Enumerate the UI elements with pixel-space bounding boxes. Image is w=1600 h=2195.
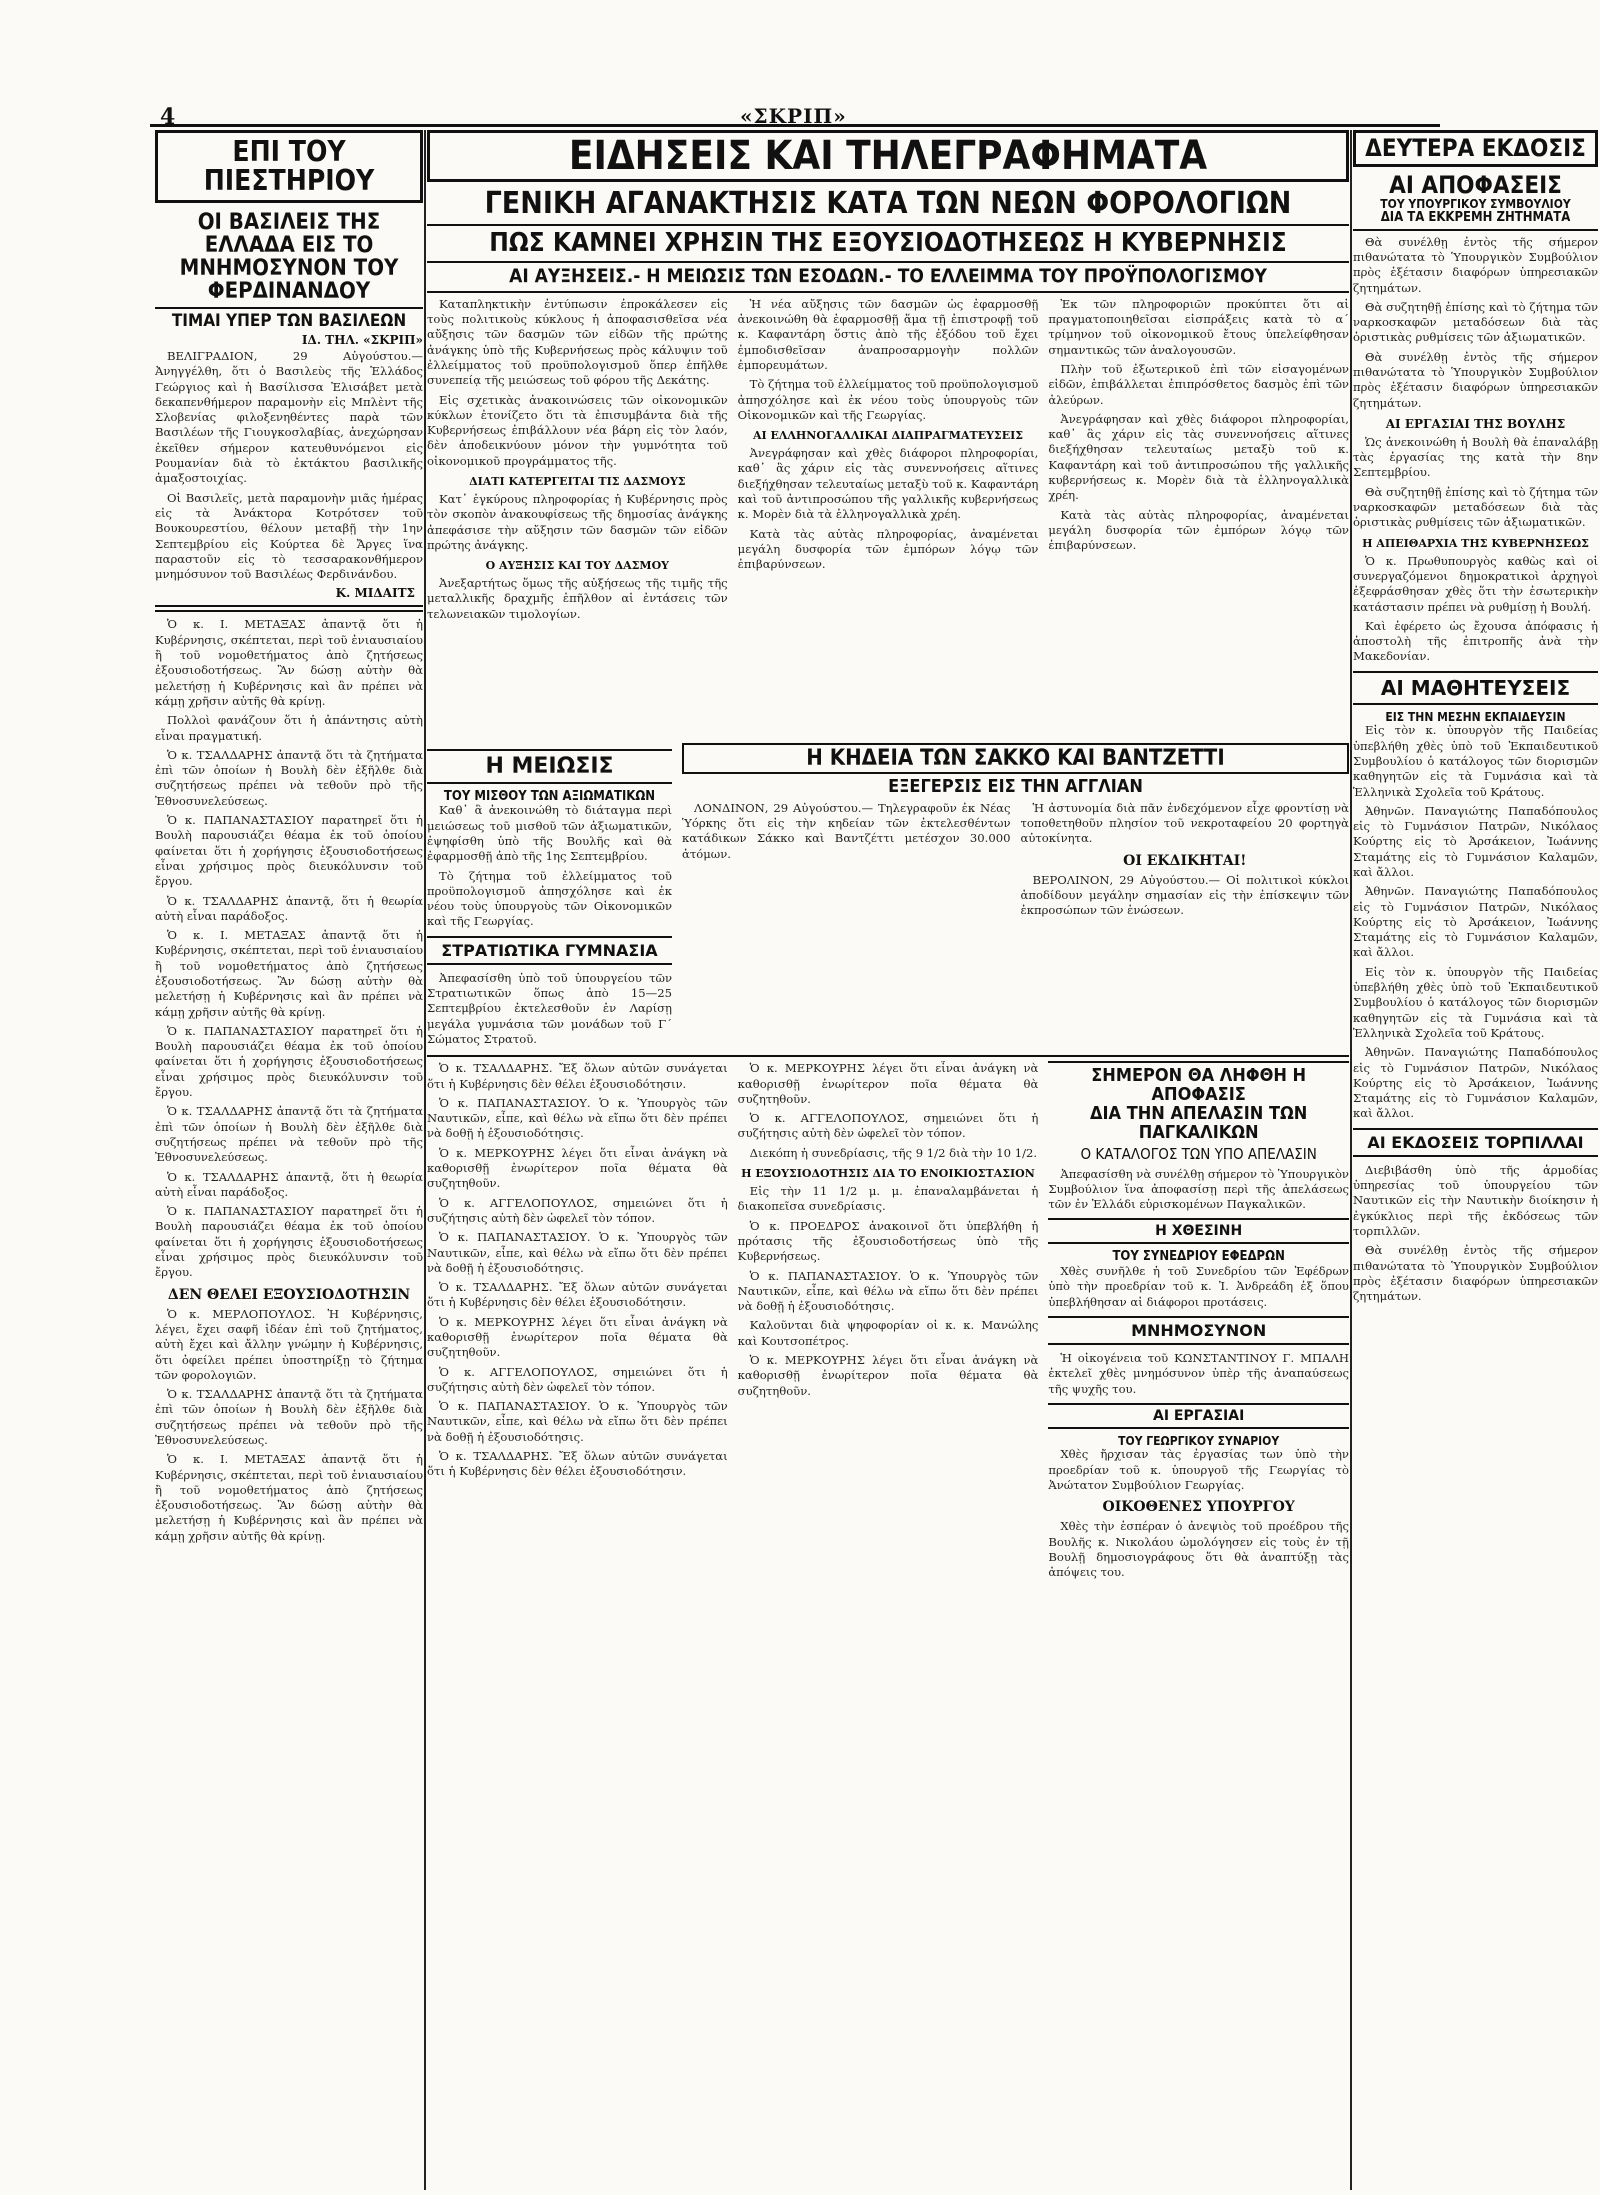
paragraph: Ἡ ἀστυνομία διὰ πᾶν ἐνδεχόμενον εἶχε φροντίσῃ νὰ τοποθετηθοῦν πλησίον τοῦ νεκροταφείου 20 φορτηγὰ αὐτοκίνητα. — [1020, 800, 1349, 846]
middle-band — [427, 743, 1349, 1052]
paragraph: Ὁ κ. ΜΕΡΚΟΥΡΗΣ λέγει ὅτι εἶναι ἀνάγκη νὰ καθορισθῇ ἐνωρίτερον ποῖα θέματα θὰ συζητηθοῦν. — [427, 1314, 728, 1360]
paragraph: Εἰς τὸν κ. ὑπουργὸν τῆς Παιδείας ὑπεβλήθη χθὲς ὑπὸ τοῦ Ἐκπαιδευτικοῦ Συμβουλίου ὁ κατάλογος τῶν διορισμῶν καθηγητῶν εἰς τὰ Γυμνάσια καὶ τὰ Ἑλληνικὰ Σχολεῖα τοῦ Κράτους. — [1353, 723, 1598, 799]
paragraph: Ἀπεφασίσθη ὑπὸ τοῦ ὑπουργείου τῶν Στρατιωτικῶν ὅπως ἀπὸ 15—25 Σεπτεμβρίου ἐκτελεσθοῦν ἐν Λαρίσῃ μεγάλα γυμνάσια τῶν μονάδων τοῦ Γ΄ Σώματος Στρατοῦ. — [427, 970, 672, 1046]
article-column — [682, 743, 1349, 1052]
divider — [427, 261, 1349, 263]
paragraph: Ὁ κ. Ι. ΜΕΤΑΞΑΣ ἀπαντᾷ ὅτι ἡ Κυβέρνησις, σκέπτεται, περὶ τοῦ ἐνιαυσιαίου ἢ τοῦ νομοθετήματος ἀπὸ ζητήσεως ἐξουσιοδοτήσεως. Ἂν δώσῃ αὐτὴν θὰ μελετήσῃ ἡ Κυβέρνησις καὶ ἂν πρέπει νὰ κάμῃ χρῆσιν αὐτῆς θὰ κρίνῃ. — [155, 1452, 423, 1543]
paragraph: Ὁ κ. ΑΓΓΕΛΟΠΟΥΛΟΣ, σημειώνει ὅτι ἡ συζήτησις αὐτὴ δὲν ὠφελεῖ τὸν τόπον. — [737, 1111, 1039, 1141]
paragraph: Θὰ συζητηθῇ ἐπίσης καὶ τὸ ζήτημα τῶν ναρκοσκαφῶν μεταδόσεων διὰ τὰς ὁριστικὰς ρυθμίσεις τῶν ἀξιωματικῶν. — [1353, 484, 1598, 530]
paragraph: Ὁ κ. ΤΣΑΛΔΑΡΗΣ ἀπαντᾷ ὅτι τὰ ζητήματα ἐπὶ τῶν ὁποίων ἡ Βουλὴ δὲν ἐξῆλθε διὰ συζητήσεως πρέπει νὰ τεθοῦν πρὸ τῆς Ἐθνοσυνελεύσεως. — [155, 747, 423, 808]
paragraph: Διεβιβάσθη ὑπὸ τῆς ἁρμοδίας ὑπηρεσίας τοῦ ὑπουργείου τῶν Ναυτικῶν εἰς τὴν Ναυτικὴν διοίκησιν ἡ ἐγκύκλιος περὶ τῆς ἐκδόσεως τῶν τορπιλλῶν. — [1353, 1162, 1598, 1238]
subheadline: ΕΞΕΓΕΡΣΙΣ ΕΙΣ ΤΗΝ ΑΓΓΛΙΑΝ — [888, 775, 1143, 797]
paragraph: Ὁ κ. ΑΓΓΕΛΟΠΟΥΛΟΣ, σημειώνει ὅτι ἡ συζήτησις αὐτὴ δὲν ὠφελεῖ τὸν τόπον. — [427, 1195, 728, 1225]
paragraph: Ὁ κ. ΤΣΑΛΔΑΡΗΣ ἀπαντᾷ ὅτι τὰ ζητήματα ἐπὶ τῶν ὁποίων ἡ Βουλὴ δὲν ἐξῆλθε διὰ συζητήσεως πρέπει νὰ τεθοῦν πρὸ τῆς Ἐθνοσυνελεύσεως. — [155, 1104, 423, 1165]
subheadline: Ο ΚΑΤΑΛΟΓΟΣ ΤΩΝ ΥΠΟ ΑΠΕΛΑΣΙΝ — [1080, 1144, 1317, 1163]
paragraph: Ὁ κ. ΤΣΑΛΔΑΡΗΣ. Ἔξ ὅλων αὐτῶν συνάγεται ὅτι ἡ Κυβέρνησις δὲν θέλει ἐξουσιοδότησιν. — [427, 1280, 728, 1310]
paragraph: Ὁ κ. Πρωθυπουργὸς καθὼς καὶ οἱ συνεργαζόμενοι δημοκρατικοὶ ἀρχηγοὶ ἐξεφράσθησαν χθὲς ὅτι τὴν ἐσωτερικὴν κατάστασιν πρέπει νὰ ρυθμίσῃ ἡ Βουλή. — [1353, 553, 1598, 614]
paragraph: Κατ᾿ ἐγκύρους πληροφορίας ἡ Κυβέρνησις πρὸς τὸν σκοπὸν ἀνακουφίσεως τῆς δημοσίας ἀνάγκης ἀπεφάσισε τὴν αὔξησιν τῶν δασμῶν τῶν εἰδῶν πρώτης ἀνάγκης. — [427, 492, 728, 552]
paragraph: Ὁ κ. ΑΓΓΕΛΟΠΟΥΛΟΣ, σημειώνει ὅτι ἡ συζήτησις αὐτὴ δὲν ὠφελεῖ τὸν τόπον. — [427, 1364, 728, 1394]
subheading: ΟΙΚΟΘΕΝΕΣ ΥΠΟΥΡΓΟΥ — [1102, 1499, 1295, 1516]
subheadline: ΤΟΥ ΓΕΩΡΓΙΚΟΥ ΣΥΝΑΡΙΟΥ — [1118, 1433, 1280, 1448]
subheading: ΔΕΝ ΘΕΛΕΙ ΕΞΟΥΣΙΟΔΟΤΗΣΙΝ — [167, 1286, 411, 1303]
paragraph: Χθὲς ἤρχισαν τὰς ἐργασίας των ὑπὸ τὴν προεδρίαν τοῦ κ. ὑπουργοῦ τῆς Γεωργίας τὸ Ἀνώτατον Συμβούλιον Γεωργίας. — [1048, 1447, 1349, 1493]
paragraph: Ὁ κ. Ι. ΜΕΤΑΞΑΣ ἀπαντᾷ ὅτι ἡ Κυβέρνησις, σκέπτεται, περὶ τοῦ ἐνιαυσιαίου ἢ τοῦ νομοθετήματος ἀπὸ ζητήσεως ἐξουσιοδοτήσεως. Ἂν δώσῃ αὐτὴν θὰ μελετήσῃ ἡ Κυβέρνησις καὶ ἂν πρέπει νὰ κάμῃ χρῆσιν αὐτῆς θὰ κρίνῃ. — [155, 928, 423, 1019]
article-column — [427, 743, 672, 1052]
center-column — [427, 130, 1349, 2190]
headline: ΣΤΡΑΤΙΩΤΙΚΑ ΓΥΜΝΑΣΙΑ — [427, 936, 672, 965]
paragraph: Ἀνεγράφησαν καὶ χθὲς διάφοροι πληροφορίαι, καθ᾿ ἃς χάριν εἰς τὰς συνεννοήσεις αἵτινες διεξήχθησαν τελευταίως μεταξὺ τοῦ κ. Καφαντάρη καὶ τοῦ ἀντιπροσώπου τῆς γαλλικῆς κυβερνήσεως κ. Μορὲν διὰ τὰ ἑλληνογαλλικὰ χρέη. — [1048, 411, 1349, 503]
headline: ΑΙ ΜΑΘΗΤΕΥΣΕΙΣ — [1353, 671, 1598, 705]
headline: ΑΙ ΕΡΓΑΣΙΑΙ — [1048, 1403, 1349, 1429]
paragraph: Κατὰ τὰς αὐτὰς πληροφορίας, ἀναμένεται μεγάλη δυσφορία τῶν ἐμπόρων λόγῳ τῶν ἐπιβαρύνσεων. — [737, 526, 1039, 572]
paragraph: Ἀθηνῶν. Παναγιώτης Παπαδόπουλος εἰς τὸ Γυμνάσιον Πατρῶν, Νικόλαος Κούρτης εἰς τὸ Ἀρσάκειον, Ἰωάννης Σταμάτης εἰς τὸ Γυμνάσιον Καλαμῶν, καὶ ἄλλοι. — [1353, 884, 1598, 960]
subheadline: ΤΟΥ ΥΠΟΥΡΓΙΚΟΥ ΣΥΜΒΟΥΛΙΟΥ — [1380, 197, 1571, 212]
left-column — [155, 130, 423, 2190]
paragraph: Ὁ κ. ΜΕΡΚΟΥΡΗΣ λέγει ὅτι εἶναι ἀνάγκη νὰ καθορισθῇ ἐνωρίτερον ποῖα θέματα θὰ συζητηθοῦν. — [737, 1061, 1039, 1106]
lower-band — [427, 1061, 1349, 2001]
paragraph: Ἀνεξαρτήτως ὅμως τῆς αὐξήσεως τῆς τιμῆς τῆς μεταλλικῆς δραχμῆς ἐπῆλθον αἱ ἐντάσεις τῶν τελωνειακῶν τιμολογίων. — [427, 576, 728, 621]
paragraph: Ὁ κ. ΜΕΡΛΟΠΟΥΛΟΣ. Ἡ Κυβέρνησις, λέγει, ἔχει σαφῆ ἰδέαν ἐπὶ τοῦ ζητήματος, αὐτὴ ἔχει καὶ ἄλλην γνώμην ἡ Κυβέρνησις, ὅτι ὀφείλει πρέπει ὑποστηρίξῃ τὸ ζήτημα τῶν φορολογιῶν. — [155, 1306, 423, 1382]
paragraph: Διεκόπη ἡ συνεδρίασις, τῆς 9 1/2 διὰ τὴν 10 1/2. — [749, 1145, 1038, 1160]
paragraph: Ἐκ τῶν πληροφοριῶν προκύπτει ὅτι αἱ πραγματοποιηθεῖσαι εἰσπράξεις κατὰ τὸ α΄ τρίμηνον τοῦ οἰκονομικοῦ ἔτους ὑπελείφθησαν σημαντικῶς τῶν ἀναλογουσῶν. — [1048, 296, 1349, 357]
article-columns — [427, 297, 1349, 737]
subheading: Ο ΑΥΞΗΣΙΣ ΚΑΙ ΤΟΥ ΔΑΣΜΟΥ — [485, 559, 670, 573]
subheading: ΑΙ ΕΡΓΑΣΙΑΙ ΤΗΣ ΒΟΥΛΗΣ — [1385, 416, 1566, 431]
divider — [155, 307, 423, 309]
paragraph: Καλοῦνται διὰ ψηφοφορίαν οἱ κ. κ. Μανώλης καὶ Κουτσοπέτρος. — [737, 1318, 1039, 1348]
right-column — [1353, 130, 1598, 2190]
paragraph: Εἰς σχετικὰς ἀνακοινώσεις τῶν οἰκονομικῶν κύκλων ἐτονίζετο ὅτι τὰ ἐπισυμβάντα διὰ τῆς Κυβερνήσεως ἐπιβάλλουν νέα βάρη εἰς τὸν λαόν, δὲν ἀποδεικνύουν μόνον τὴν γυμνότητα τοῦ οἰκονομικοῦ προγράμματος τῆς. — [427, 392, 728, 468]
subheadline: ΤΟΥ ΣΥΝΕΔΡΙΟΥ ΕΦΕΔΡΩΝ — [1112, 1249, 1285, 1265]
paragraph: Τὸ ζήτημα τοῦ ἐλλείμματος τοῦ προϋπολογισμοῦ ἀπησχόλησε καὶ ἐκ νέου τοὺς ὑπουργοὺς τῶν Οἰκονομικῶν καὶ τῆς Γεωργίας. — [737, 377, 1039, 422]
article-headline: ΟΙ ΒΑΣΙΛΕΙΣ ΤΗΣ ΕΛΛΑΔΑ ΕΙΣ ΤΟ ΜΝΗΜΟΣΥΝΟΝ ΤΟΥ ΦΕΡΔΙΝΑΝΔΟΥ — [179, 209, 399, 305]
subheadline: ΑΙ ΑΥΞΗΣΕΙΣ.- Η ΜΕΙΩΣΙΣ ΤΩΝ ΕΣΟΔΩΝ.- ΤΟ ΕΛΛΕΙΜΜΑ ΤΟΥ ΠΡΟΫΠΟΛΟΓΙΣΜΟΥ — [509, 264, 1267, 287]
paragraph: Ὁ κ. ΠΑΠΑΝΑΣΤΑΣΙΟΥ. Ὁ κ. Ὑπουργὸς τῶν Ναυτικῶν, εἶπε, καὶ θέλω νὰ εἴπω ὅτι δὲν πρέπει νὰ δοθῇ ἡ ἐξουσιοδότησις. — [427, 1230, 728, 1275]
paragraph: Ὁ κ. ΤΣΑΛΔΑΡΗΣ ἀπαντᾷ, ὅτι ἡ θεωρία αὐτὴ εἶναι παράδοξος. — [155, 1169, 423, 1199]
headline: ΑΙ ΑΠΟΦΑΣΕΙΣ — [1389, 171, 1562, 200]
page-number: 4 — [160, 104, 176, 130]
paragraph: Ὁ κ. ΠΡΟΕΔΡΟΣ ἀνακοινοῖ ὅτι ὑπεβλήθη ἡ πρότασις τῆς ἐξουσιοδοτήσεως ὑπὸ τῆς Κυβερνήσεως. — [737, 1218, 1039, 1264]
paragraph: Οἱ Βασιλεῖς, μετὰ παραμονὴν μιᾶς ἡμέρας εἰς τὰ Ἀνάκτορα Κοτρότσεν τοῦ Βουκουρεστίου, θέλουν μεταβῇ τὴν 1ην Σεπτεμβρίου εἰς Κούρτεα δὲ Ἄργες ἵνα παραστοῦν εἰς τὸ τεσσαρακονθήμερον μνημόσυνον τοῦ Βασιλέως Φερδινάνδου. — [155, 490, 423, 582]
section-heading: ΔΕΥΤΕΡΑ ΕΚΔΟΣΙΣ — [1353, 130, 1598, 167]
paragraph: ΒΕΡΟΛΙΝΟΝ, 29 Αὐγούστου.— Οἱ πολιτικοὶ κύκλοι ἀποδίδουν μεγάλην σημασίαν εἰς τὴν ἐπίσκεψιν τῶν ἐκπροσώπων τῶν ἑνώσεων. — [1020, 872, 1349, 918]
article-column — [427, 297, 728, 737]
headline: ΔΙΑ ΤΗΝ ΑΠΕΛΑΣΙΝ ΤΩΝ ΠΑΓΚΑΛΙΚΩΝ — [1089, 1103, 1308, 1143]
article-column — [1048, 1061, 1349, 2001]
dateline: ΙΔ. ΤΗΛ. «ΣΚΡΙΠ» — [301, 333, 423, 347]
paragraph: ΒΕΛΙΓΡΑΔΙΟΝ, 29 Αὐγούστου.— Ἀνηγγέλθη, ὅτι ὁ Βασιλεὺς τῆς Ἑλλάδος Γεώργιος καὶ ἡ Βασίλισσα Ἐλισάβετ μετὰ δεκαπενθήμερον παραμονὴν εἰς Μπλὲντ τῆς Σλοβενίας φιλοξενηθέντες παρὰ τῶν Βασιλέων τῆς Γιουγκοσλαβίας, ἀνεχώρησαν ἐκεῖθεν σήμερον κατευθυνόμενοι εἰς Ρουμανίαν διὰ τὸ ἐκτάκτου βασιλικῆς ἀμαξοστοιχίας. — [155, 349, 423, 486]
column-divider — [1350, 130, 1352, 2190]
paragraph: Θὰ συνέλθῃ ἐντὸς τῆς σήμερον πιθανώτατα τὸ Ὑπουργικὸν Συμβούλιον πρὸς ἐξέτασιν διαφόρων ὑπηρεσιακῶν ζητημάτων. — [1353, 349, 1598, 410]
divider — [427, 291, 1349, 293]
subheading: ΟΙ ΕΚΔΙΚΗΤΑΙ! — [1123, 852, 1247, 869]
paragraph: Καταπληκτικὴν ἐντύπωσιν ἐπροκάλεσεν εἰς τοὺς πολιτικοὺς κύκλους ἡ ἀποφασισθεῖσα νέα αὔξησις τῶν δασμῶν τῶν εἰδῶν τῆς πρώτης ἀνάγκης ὑπὸ τῆς Κυβερνήσεως πρὸς κάλυψιν τοῦ ἐλλείμματος τοῦ προϋπολογισμοῦ ὅπερ ἐπῆλθε συνεπείᾳ τῆς μειώσεως τοῦ φόρου τῆς Δεκάτης. — [427, 296, 728, 388]
paragraph: Ἀθηνῶν. Παναγιώτης Παπαδόπουλος εἰς τὸ Γυμνάσιον Πατρῶν, Νικόλαος Κούρτης εἰς τὸ Ἀρσάκειον, Ἰωάννης Σταμάτης εἰς τὸ Γυμνάσιον Καλαμῶν, καὶ ἄλλοι. — [1353, 803, 1598, 879]
article-subheadline: ΤΙΜΑΙ ΥΠΕΡ ΤΩΝ ΒΑΣΙΛΕΩΝ — [171, 311, 407, 332]
subheading: Η ΑΠΕΙΘΑΡΧΙΑ ΤΗΣ ΚΥΒΕΡΝΗΣΕΩΣ — [1362, 536, 1589, 550]
paragraph: Ὁ κ. ΠΑΠΑΝΑΣΤΑΣΙΟΥ. Ὁ κ. Ὑπουργὸς τῶν Ναυτικῶν, εἶπε, καὶ θέλω νὰ εἴπω ὅτι δὲν πρέπει νὰ δοθῇ ἡ ἐξουσιοδότησις. — [427, 1399, 728, 1444]
paragraph: Εἰς τὴν 11 1/2 μ. μ. ἐπαναλαμβάνεται ἡ διακοπεῖσα συνεδρίασις. — [737, 1184, 1039, 1214]
paragraph: Καθ᾿ ἃ ἀνεκοινώθη τὸ διάταγμα περὶ μειώσεως τοῦ μισθοῦ τῶν ἀξιωματικῶν, ἐψηφίσθη ὑπὸ τῆς Βουλῆς καὶ θὰ ἐφαρμοσθῇ ἀπὸ τῆς 1ης Σεπτεμβρίου. — [427, 803, 672, 864]
paragraph: Πλὴν τοῦ ἐξωτερικοῦ ἐπὶ τῶν εἰσαγομένων εἰδῶν, ἐπιβάλλεται ἐπιπρόσθετος δασμὸς ἐπὶ τῶν ἀλεύρων. — [1048, 361, 1349, 407]
subheading: Η ΕΞΟΥΣΙΟΔΟΤΗΣΙΣ ΔΙΑ ΤΟ ΕΝΟΙΚΙΟΣΤΑΣΙΟΝ — [741, 1167, 1035, 1181]
paragraph: Ὁ κ. Ι. ΜΕΤΑΞΑΣ ἀπαντᾷ ὅτι ἡ Κυβέρνησις, σκέπτεται, περὶ τοῦ ἐνιαυσιαίου ἢ τοῦ νομοθετήματος ἀπὸ ζητήσεως ἐξουσιοδοτήσεως. Ἂν δώσῃ αὐτὴν θὰ μελετήσῃ ἡ Κυβέρνησις καὶ ἂν πρέπει νὰ κάμῃ χρῆσιν αὐτῆς θὰ κρίνῃ. — [155, 617, 423, 708]
headline: ΜΝΗΜΟΣΥΝΟΝ — [1048, 1316, 1349, 1345]
paragraph: Καὶ ἐφέρετο ὡς ἔχουσα ἀπόφασις ἡ ἀποστολὴ τῆς ἐπιτροπῆς ἀνὰ τὴν Μακεδονίαν. — [1353, 618, 1598, 664]
paragraph: Ὁ κ. ΠΑΠΑΝΑΣΤΑΣΙΟΥ. Ὁ κ. Ὑπουργὸς τῶν Ναυτικῶν, εἶπε, καὶ θέλω νὰ εἴπω ὅτι δὲν πρέπει νὰ δοθῇ ἡ ἐξουσιοδότησις. — [427, 1095, 728, 1141]
paragraph: Τὸ ζήτημα τοῦ ἐλλείμματος τοῦ προϋπολογισμοῦ ἀπησχόλησε καὶ ἐκ νέου τοὺς ὑπουργοὺς τῶν Οἰκονομικῶν καὶ τῆς Γεωργίας. — [427, 868, 672, 929]
paragraph: Ὁ κ. ΜΕΡΚΟΥΡΗΣ λέγει ὅτι εἶναι ἀνάγκη νὰ καθορισθῇ ἐνωρίτερον ποῖα θέματα θὰ συζητηθοῦν. — [737, 1352, 1039, 1398]
divider — [155, 605, 423, 612]
article-columns — [682, 801, 1349, 923]
headline: ΑΙ ΕΚΔΟΣΕΙΣ ΤΟΡΠΙΛΛΑΙ — [1353, 1128, 1598, 1157]
paragraph: Ὁ κ. ΠΑΠΑΝΑΣΤΑΣΙΟΥ. Ὁ κ. Ὑπουργὸς τῶν Ναυτικῶν, εἶπε, καὶ θέλω νὰ εἴπω ὅτι δὲν πρέπει νὰ δοθῇ ἡ ἐξουσιοδότησις. — [737, 1268, 1039, 1314]
paragraph: Θὰ συζητηθῇ ἐπίσης καὶ τὸ ζήτημα τῶν ναρκοσκαφῶν μεταδόσεων διὰ τὰς ὁριστικὰς ρυθμίσεις τῶν ἀξιωματικῶν. — [1353, 299, 1598, 345]
paragraph: Χθὲς τὴν ἑσπέραν ὁ ἀνεψιὸς τοῦ προέδρου τῆς Βουλῆς κ. Νικολάου ὡμολόγησεν εἰς τοὺς ἐν τῇ Βουλῇ δημοσιογράφους ὅτι θὰ ἀναπτύξῃ τὰς ἀπόψεις του. — [1048, 1519, 1349, 1580]
subheadline: ΔΙΑ ΤΑ ΕΚΚΡΕΜΗ ΖΗΤΗΜΑΤΑ — [1380, 209, 1571, 225]
headline: ΠΩΣ ΚΑΜΝΕΙ ΧΡΗΣΙΝ ΤΗΣ ΕΞΟΥΣΙΟΔΟΤΗΣΕΩΣ Η ΚΥΒΕΡΝΗΣΙΣ — [489, 227, 1287, 258]
divider — [427, 224, 1349, 226]
subheading: ΔΙΑΤΙ ΚΑΤΕΡΓΕΙΤΑΙ ΤΙΣ ΔΑΣΜΟΥΣ — [469, 475, 686, 488]
paragraph: Πολλοὶ φανάζουν ὅτι ἡ ἀπάντησις αὐτὴ εἶναι πραγματική. — [155, 713, 423, 743]
subheadline: ΤΟΥ ΜΙΣΘΟΥ ΤΩΝ ΑΞΙΩΜΑΤΙΚΩΝ — [443, 788, 656, 804]
paragraph: Θὰ συνέλθῃ ἐντὸς τῆς σήμερον πιθανώτατα τὸ Ὑπουργικὸν Συμβούλιον πρὸς ἐξέτασιν διαφόρων ὑπηρεσιακῶν ζητημάτων. — [1353, 1243, 1598, 1304]
signature: Κ. ΜΙΔΑΙΤΣ — [335, 586, 415, 601]
article-column — [427, 1061, 728, 2001]
main-banner: ΕΙΔΗΣΕΙΣ ΚΑΙ ΤΗΛΕΓΡΑΦΗΜΑΤΑ — [427, 130, 1349, 182]
paragraph: Ὁ κ. ΤΣΑΛΔΑΡΗΣ ἀπαντᾷ, ὅτι ἡ θεωρία αὐτὴ εἶναι παράδοξος. — [155, 893, 423, 923]
paragraph: Ἀθηνῶν. Παναγιώτης Παπαδόπουλος εἰς τὸ Γυμνάσιον Πατρῶν, Νικόλαος Κούρτης εἰς τὸ Ἀρσάκειον, Ἰωάννης Σταμάτης εἰς τὸ Γυμνάσιον Καλαμῶν, καὶ ἄλλοι. — [1353, 1045, 1598, 1121]
paragraph: Ὁ κ. ΠΑΠΑΝΑΣΤΑΣΙΟΥ παρατηρεῖ ὅτι ἡ Βουλὴ παρουσιάζει θέαμα ἐκ τοῦ ὁποίου φαίνεται ὅτι ἡ χορήγησις ἐξουσιοδοτήσεως εἶναι χρήσιμος πρὸς διευκόλυνσιν τοῦ ἔργου. — [155, 813, 423, 889]
paragraph: Ὁ κ. ΤΣΑΛΔΑΡΗΣ. Ἔξ ὅλων αὐτῶν συνάγεται ὅτι ἡ Κυβέρνησις δὲν θέλει ἐξουσιοδότησιν. — [427, 1061, 728, 1091]
article-column — [1048, 297, 1349, 737]
subheadline: ΕΙΣ ΤΗΝ ΜΕΣΗΝ ΕΚΠΑΙΔΕΥΣΙΝ — [1385, 709, 1566, 724]
paragraph: Ὁ κ. ΠΑΠΑΝΑΣΤΑΣΙΟΥ παρατηρεῖ ὅτι ἡ Βουλὴ παρουσιάζει θέαμα ἐκ τοῦ ὁποίου φαίνεται ὅτι ἡ χορήγησις ἐξουσιοδοτήσεως εἶναι χρήσιμος πρὸς διευκόλυνσιν τοῦ ἔργου. — [155, 1023, 423, 1100]
headline: ΓΕΝΙΚΗ ΑΓΑΝΑΚΤΗΣΙΣ ΚΑΤΑ ΤΩΝ ΝΕΩΝ ΦΟΡΟΛΟΓΙΩΝ — [484, 186, 1292, 221]
paragraph: Χθὲς συνῆλθε ἡ τοῦ Συνεδρίου τῶν Ἐφέδρων ὑπὸ τὴν προεδρίαν τοῦ κ. Ἰ. Ἀνδρεάδη ἐξ ὅπου ὑπεβλήθησαν αἱ διάφοροι προτάσεις. — [1048, 1264, 1349, 1309]
masthead: «ΣΚΡΙΠ» — [740, 104, 847, 128]
paragraph: Ἡ οἰκογένεια τοῦ ΚΩΝΣΤΑΝΤΙΝΟΥ Γ. ΜΠΑΛΗ ἐκτελεῖ χθὲς μνημόσυνον ὑπὲρ τῆς ἀναπαύσεως τῆς ψυχῆς του. — [1048, 1350, 1349, 1396]
paragraph: Ὁ κ. ΠΑΠΑΝΑΣΤΑΣΙΟΥ παρατηρεῖ ὅτι ἡ Βουλὴ παρουσιάζει θέαμα ἐκ τοῦ ὁποίου φαίνεται ὅτι ἡ χορήγησις ἐξουσιοδοτήσεως εἶναι χρήσιμος πρὸς διευκόλυνσιν τοῦ ἔργου. — [155, 1204, 423, 1280]
headline: Η ΜΕΙΩΣΙΣ — [427, 749, 672, 784]
paragraph: Ὁ κ. ΜΕΡΚΟΥΡΗΣ λέγει ὅτι εἶναι ἀνάγκη νὰ καθορισθῇ ἐνωρίτερον ποῖα θέματα θὰ συζητηθοῦν. — [427, 1145, 728, 1191]
subheading: ΑΙ ΕΛΛΗΝΟΓΑΛΛΙΚΑΙ ΔΙΑΠΡΑΓΜΑΤΕΥΣΕΙΣ — [752, 429, 1024, 443]
paragraph: Θὰ συνέλθῃ ἐντὸς τῆς σήμερον πιθανώτατα τὸ Ὑπουργικὸν Συμβούλιον πρὸς ἐξέτασιν διαφόρων ὑπηρεσιακῶν ζητημάτων. — [1353, 234, 1598, 295]
paragraph: ΛΟΝΔΙΝΟΝ, 29 Αὐγούστου.— Τηλεγραφοῦν ἐκ Νέας Ὑόρκης ὅτι εἰς τὴν κηδείαν τῶν ἐκτελεσθέντων κατάδικων Σάκκο καὶ Βαντζέττι μετέσχον 30.000 ἀτόμων. — [682, 800, 1011, 861]
paragraph: Ἡ νέα αὔξησις τῶν δασμῶν ὡς ἐφαρμοσθῇ ἀνεκοινώθη θὰ ἐφαρμοσθῇ ἅμα τῇ ἐπιστροφῇ τοῦ κ. Καφαντάρη ὅστις ἀπὸ τῆς ἐξόδου τοῦ ἔχει ἐμποδισθεῖσαν ἀναπροσαρμογὴν πολλῶν ἐμπορευμάτων. — [737, 296, 1039, 372]
divider — [1353, 229, 1598, 231]
section-heading: ΕΠΙ ΤΟΥ ΠΙΕΣΤΗΡΙΟΥ — [155, 130, 423, 203]
headline: Η ΚΗΔΕΙΑ ΤΩΝ ΣΑΚΚΟ ΚΑΙ ΒΑΝΤΖΕΤΤΙ — [682, 743, 1349, 774]
paragraph: Ὡς ἀνεκοινώθη ἡ Βουλὴ θὰ ἐπαναλάβῃ τὰς ἐργασίας της κατὰ τὴν 8ην Σεπτεμβρίου. — [1353, 434, 1598, 480]
article-column — [738, 297, 1039, 737]
paragraph: Ὁ κ. ΤΣΑΛΔΑΡΗΣ. Ἔξ ὅλων αὐτῶν συνάγεται ὅτι ἡ Κυβέρνησις δὲν θέλει ἐξουσιοδότησιν. — [427, 1449, 728, 1479]
column-divider — [424, 130, 426, 2190]
paragraph: Ὁ κ. ΤΣΑΛΔΑΡΗΣ ἀπαντᾷ ὅτι τὰ ζητήματα ἐπὶ τῶν ὁποίων ἡ Βουλὴ δὲν ἐξῆλθε διὰ συζητήσεως πρέπει νὰ τεθοῦν πρὸ τῆς Ἐθνοσυνελεύσεως. — [155, 1387, 423, 1447]
paragraph: Εἰς τὸν κ. ὑπουργὸν τῆς Παιδείας ὑπεβλήθη χθὲς ὑπὸ τοῦ Ἐκπαιδευτικοῦ Συμβουλίου ὁ κατάλογος τῶν διορισμῶν καθηγητῶν εἰς τὰ Γυμνάσια καὶ τὰ Ἑλληνικὰ Σχολεῖα τοῦ Κράτους. — [1353, 964, 1598, 1040]
article-column — [738, 1061, 1039, 2001]
paragraph: Ἀνεγράφησαν καὶ χθὲς διάφοροι πληροφορίαι, καθ᾿ ἃς χάριν εἰς τὰς συνεννοήσεις αἵτινες διεξήχθησαν τελευταίως μεταξὺ τοῦ κ. Καφαντάρη καὶ τοῦ ἀντιπροσώπου τῆς γαλλικῆς κυβερνήσεως κ. Μορὲν διὰ τὰ ἑλληνογαλλικὰ χρέη. — [737, 446, 1039, 522]
divider — [427, 1055, 1349, 1057]
paragraph: Κατὰ τὰς αὐτὰς πληροφορίας, ἀναμένεται μεγάλη δυσφορία τῶν ἐμπόρων λόγῳ τῶν ἐπιβαρύνσεων. — [1048, 507, 1349, 553]
headline: Η ΧΘΕΣΙΝΗ — [1048, 1218, 1349, 1244]
headline: ΣΗΜΕΡΟΝ ΘΑ ΛΗΦΘΗ Η ΑΠΟΦΑΣΙΣ — [1048, 1061, 1349, 1105]
paragraph: Ἀπεφασίσθη νὰ συνέλθῃ σήμερον τὸ Ὑπουργικὸν Συμβούλιον ἵνα ἀποφασίσῃ περὶ τῆς ἀπελάσεως τῶν ἐν Ἑλλάδι εὑρισκομένων Παγκαλικῶν. — [1048, 1166, 1349, 1212]
